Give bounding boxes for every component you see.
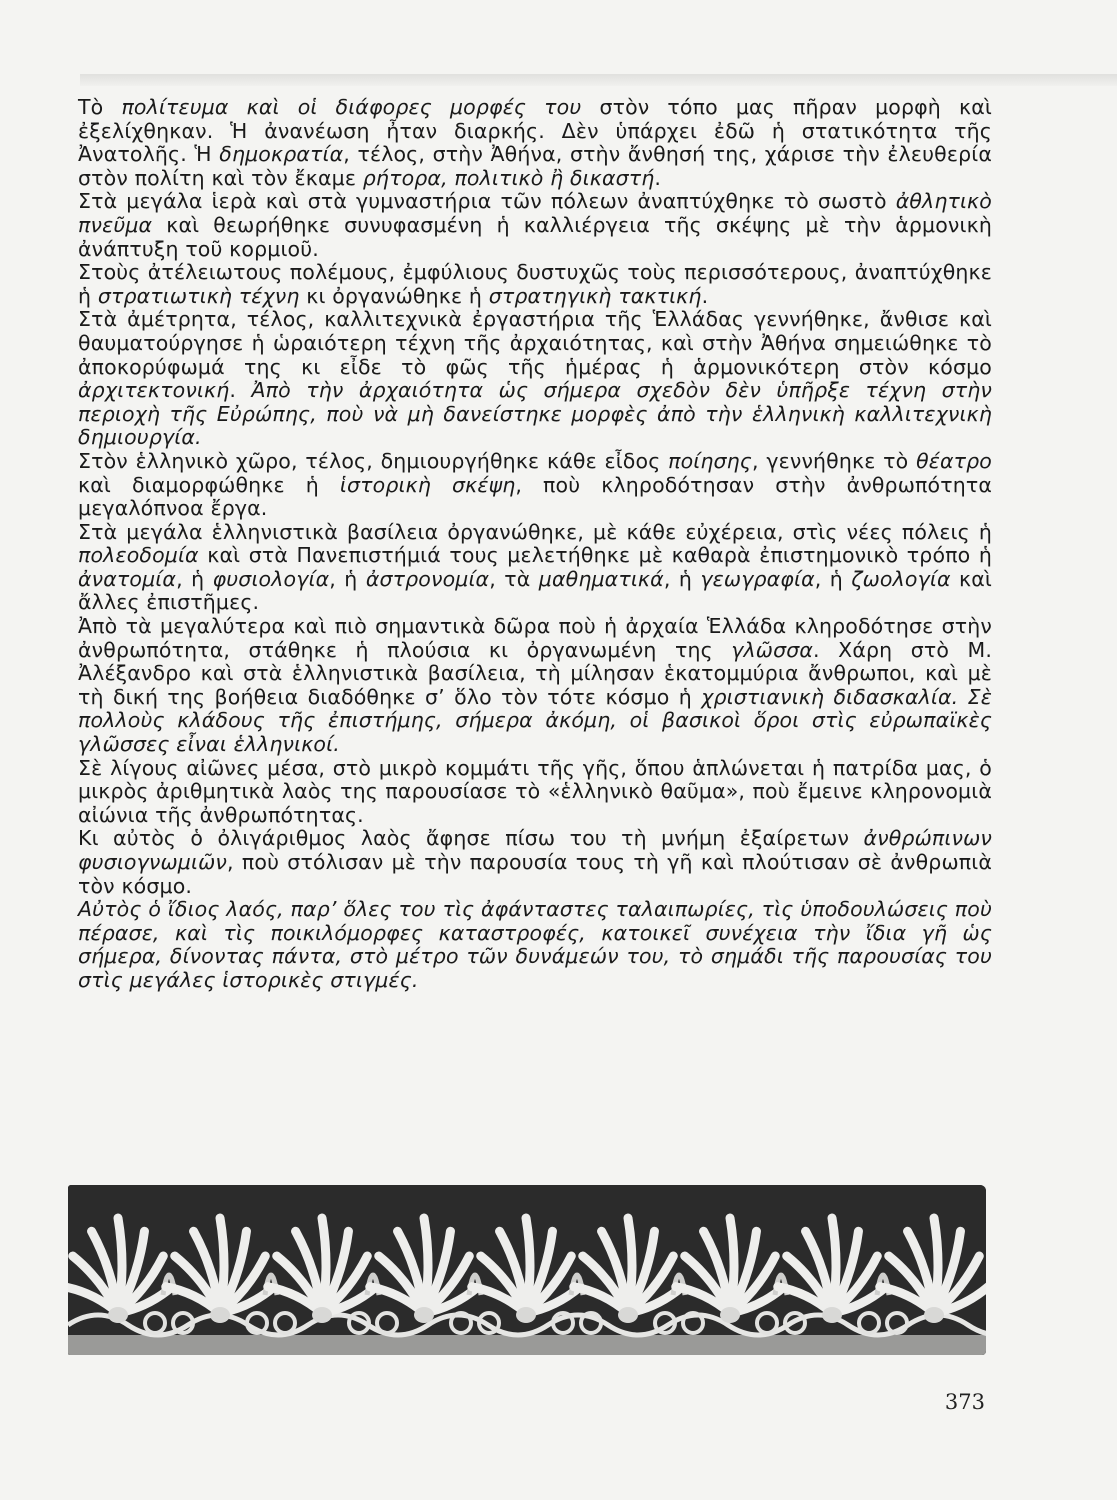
- palmette-heart: [924, 1307, 944, 1323]
- paragraph: [78, 521, 992, 615]
- italic-run: πολίτευμα καὶ οἱ διάφορες μορφές του: [121, 95, 582, 119]
- palmette-heart: [312, 1307, 332, 1323]
- text-run: , γεννήθηκε τὸ: [751, 448, 917, 473]
- text-run: , ποὺ στόλισαν μὲ τὴν παρουσία τους τὴ γῆ καὶ πλούτισαν σὲ ἀνθρωπιὰ τὸν κόσμο.: [78, 850, 992, 898]
- text-run: , ἡ: [814, 566, 852, 591]
- italic-run: ἀστρονομία: [365, 566, 490, 591]
- italic-run: φυσιολογία: [212, 566, 330, 591]
- paragraph: [78, 96, 992, 190]
- paragraph: [78, 827, 992, 898]
- text-run: Κι αὐτὸς ὁ ὀλιγάριθμος λαὸς ἄφησε πίσω του τὴ μνήμη ἐξαίρετων: [78, 826, 864, 851]
- palmette-heart: [516, 1307, 536, 1323]
- palmette-relief-illustration: [68, 1185, 986, 1355]
- text-run: .: [701, 283, 709, 308]
- palmette-heart: [822, 1307, 842, 1323]
- italic-run: ποίησης: [668, 448, 752, 473]
- text-run: καὶ ἄλλες ἐπιστῆμες.: [78, 566, 992, 615]
- text-run: στὸν τόπο μας πῆραν μορφὴ καὶ ἐξελίχθηκαν. Ἡ ἀνανέωση ἦταν διαρκής. Δὲν ὑπάρχει ἐδῶ ἡ στατικότητα τῆς Ἀνατολῆς. Ἡ: [78, 95, 992, 167]
- text-run: Στὰ ἀμέτρητα, τέλος, καλλιτεχνικὰ ἐργαστήρια τῆς Ἑλλάδας γεννήθηκε, ἄνθισε καὶ θαυματούργησε ἡ ὡραιότερη τέχνη τῆς ἀρχαιότητας, καὶ στὴν Ἀθήνα σημειώθηκε τὸ ἀποκορύφωμά της κι εἶδε τὸ φῶς τῆς ἡμέρας ἡ ἁρμονικότερη στὸν κόσμο: [78, 307, 992, 379]
- palmette-heart: [618, 1307, 638, 1323]
- palmette-heart: [414, 1307, 434, 1323]
- italic-run: ἀνθρώπινων φυσιογνωμιῶν: [78, 826, 992, 874]
- text-run: , ποὺ κληροδότησαν στὴν ἀνθρωπότητα μεγαλόπνοα ἔργα.: [78, 472, 992, 521]
- page-number: 373: [944, 1390, 985, 1414]
- text-run: .: [229, 378, 252, 403]
- italic-run: δημοκρατία: [219, 142, 344, 167]
- text-run: καὶ διαμορφώθηκε ἡ: [78, 472, 340, 497]
- italic-run: θέατρο: [916, 448, 992, 473]
- text-run: , τέλος, στὴν Ἀθήνα, στὴν ἄνθησή της, χάρισε τὴν ἐλευθερία στὸν πολίτη καὶ τὸν ἔκαμε: [78, 142, 992, 190]
- body-text: [78, 96, 992, 993]
- text-run: Ἀπὸ τὰ μεγαλύτερα καὶ πιὸ σημαντικὰ δῶρα ποὺ ἡ ἀρχαία Ἑλλάδα κληροδότησε στὴν ἀνθρωπότητα, στάθηκε ἡ πλούσια κι ὀργανωμένη της: [78, 614, 992, 662]
- text-run: , τὰ: [489, 566, 539, 591]
- italic-run: πολεοδομία: [78, 543, 199, 568]
- italic-run: χριστιανικὴ διδασκαλία. Σὲ πολλοὺς κλάδους τῆς ἐπιστήμης, σήμερα ἀκόμη, οἱ βασικοὶ ὅροι στὶς εὐρωπαϊκὲς γλῶσσες εἶναι ἑλληνικοί.: [78, 684, 992, 757]
- text-run: Στὰ μεγάλα ἑλληνιστικὰ βασίλεια ὀργανώθηκε, μὲ κάθε εὐχέρεια, στὶς νέες πόλεις ἡ: [78, 519, 992, 544]
- italic-run: ἀνατομία: [78, 566, 177, 591]
- text-run: .: [654, 165, 662, 190]
- text-run: , ἡ: [176, 566, 213, 591]
- italic-run: στρατιωτικὴ τέχνη: [97, 283, 300, 308]
- italic-run: ρήτορα, πολιτικὸ ἢ δικαστή: [362, 165, 655, 190]
- paragraph: [78, 898, 992, 992]
- text-run: Τὸ: [78, 95, 122, 119]
- paragraph: [78, 450, 992, 521]
- italic-run: ἀθλητικὸ πνεῦμα: [78, 189, 992, 237]
- paragraph: [78, 261, 992, 308]
- italic-run: Αὐτὸς ὁ ἴδιος λαός, παρ’ ὅλες του τὶς ἀφάνταστες ταλαιπωρίες, τὶς ὑποδουλώσεις ποὺ πέρασε, καὶ τὶς ποικιλόμορφες καταστροφές, κατοικεῖ συνέχεια τὴν ἴδια γῆ ὡς σήμερα, δίνοντας πάντα, στὸ μέτρο τῶν δυνάμεών του, τὸ σημάδι τῆς παρουσίας του στὶς μεγάλες ἱστορικὲς στιγμές.: [78, 897, 992, 992]
- anthemion-frieze-photo: [68, 1185, 986, 1355]
- text-run: Σὲ λίγους αἰῶνες μέσα, στὸ μικρὸ κομμάτι τῆς γῆς, ὅπου ἁπλώνεται ἡ πατρίδα μας, ὁ μικρὸς ἀριθμητικὰ λαὸς της παρουσίασε τὸ «ἑλληνικὸ θαῦμα», ποὺ ἔμεινε κληρονομιὰ αἰώνια τῆς ἀνθρωπότητας.: [78, 755, 992, 827]
- text-run: , ἡ: [329, 566, 366, 591]
- text-run: Στὰ μεγάλα ἱερὰ καὶ στὰ γυμναστήρια τῶν πόλεων ἀναπτύχθηκε τὸ σωστὸ: [78, 189, 896, 214]
- italic-run: γλῶσσα: [731, 637, 814, 662]
- palmette-heart: [210, 1307, 230, 1323]
- italic-run: γεωγραφία: [700, 566, 815, 591]
- italic-run: Ἀπὸ τὴν ἀρχαιότητα ὡς σήμερα σχεδὸν δὲν ὑπῆρξε τέχνη στὴν περιοχὴ τῆς Εὐρώπης, ποὺ νὰ μὴ δανείστηκε μορφὲς ἀπὸ τὴν ἑλληνικὴ καλλιτεχνικὴ δημιουργία.: [78, 378, 992, 450]
- text-run: καὶ θεωρήθηκε συνυφασμένη ἡ καλλιέργεια τῆς σκέψης μὲ τὴν ἁρμονικὴ ἀνάπτυξη τοῦ κορμιοῦ.: [78, 212, 992, 261]
- italic-run: στρατηγικὴ τακτική: [488, 283, 702, 308]
- italic-run: ἀρχιτεκτονική: [78, 378, 230, 403]
- italic-run: ἱστορικὴ σκέψη: [339, 472, 516, 497]
- paragraph: [78, 757, 992, 828]
- facing-page-bleed: [80, 74, 1117, 86]
- paragraph: [78, 308, 992, 450]
- italic-run: ζωολογία: [851, 566, 951, 591]
- text-run: Στοὺς ἀτέλειωτους πολέμους, ἐμφύλιους δυστυχῶς τοὺς περισσότερους, ἀναπτύχθηκε ἡ: [78, 260, 992, 308]
- palmette-heart: [108, 1307, 128, 1323]
- italic-run: μαθηματικά: [538, 566, 664, 591]
- paragraph: [78, 190, 992, 261]
- text-run: καὶ στὰ Πανεπιστήμιά τους μελετήθηκε μὲ καθαρὰ ἐπιστημονικὸ τρόπο ἡ: [198, 543, 992, 568]
- text-run: . Χάρη στὸ Μ. Ἀλέξανδρο καὶ στὰ ἑλληνιστικὰ βασίλεια, τὴ μίλησαν ἑκατομμύρια ἄνθρωποι, καὶ μὲ τὴ δική της βοήθεια διαδόθηκε σ’ ὅλο τὸν τότε κόσμο ἡ: [78, 637, 992, 709]
- text-run: Στὸν ἑλληνικὸ χῶρο, τέλος, δημιουργήθηκε κάθε εἶδος: [78, 448, 669, 473]
- text-run: , ἡ: [663, 566, 701, 591]
- text-run: κι ὀργανώθηκε ἡ: [299, 283, 489, 308]
- paragraph: [78, 615, 992, 757]
- palmette-heart: [720, 1307, 740, 1323]
- relief-lower-band: [68, 1335, 986, 1355]
